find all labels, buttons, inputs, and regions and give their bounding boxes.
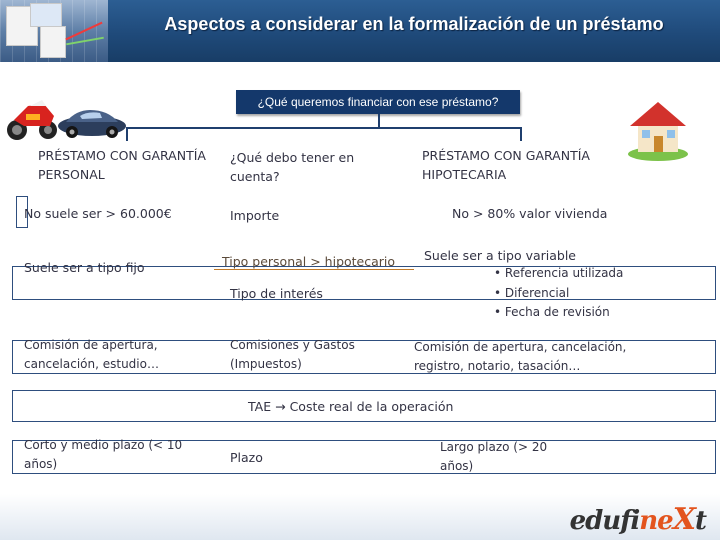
right-column-title: PRÉSTAMO CON GARANTÍA HIPOTECARIA — [422, 148, 590, 182]
header-bar — [0, 0, 720, 62]
motorcycle-image — [4, 96, 60, 142]
importe-left-text: No suele ser > 60.000€ — [24, 206, 172, 221]
tree-connector-bar — [126, 127, 522, 129]
tipo-left-text: Suele ser a tipo fijo — [24, 260, 145, 275]
page-title: Aspectos a considerar en la formalización de un préstamo — [164, 14, 664, 34]
tree-connector-stem — [378, 114, 380, 128]
plazo-middle-label: Plazo — [230, 450, 263, 465]
plazo-left-text: Corto y medio plazo (< 10 años) — [24, 438, 183, 471]
question-box: ¿Qué queremos financiar con ese préstamo? — [236, 90, 520, 114]
comisiones-right-text: Comisión de apertura, cancelación, registro, notario, tasación… — [414, 340, 627, 373]
tae-text: TAE → Coste real de la operación — [248, 399, 454, 414]
tree-connector-right — [520, 127, 522, 141]
tipo-right-head: Suele ser a tipo variable — [424, 248, 576, 263]
tipo-right-bullets — [494, 264, 623, 323]
bullet-item: • Diferencial — [494, 285, 570, 300]
importe-right-text: No > 80% valor vivienda — [452, 206, 608, 221]
left-column-title: PRÉSTAMO CON GARANTÍA PERSONAL — [38, 148, 206, 182]
car-image — [56, 102, 128, 140]
edufinext-logo: edufineXt — [569, 502, 706, 537]
arrow-right-icon: → — [275, 399, 286, 414]
importe-middle-label: Importe — [230, 208, 280, 223]
tipo-middle-underline — [214, 269, 414, 270]
header-thumbnail-image — [0, 0, 108, 62]
comisiones-left-text: Comisión de apertura, cancelación, estudio… — [24, 338, 159, 371]
middle-column-title: ¿Qué debo tener en cuenta? — [230, 150, 355, 184]
house-image — [624, 96, 692, 164]
tipo-middle-label: Tipo de interés — [230, 286, 323, 301]
bullet-item: • Fecha de revisión — [494, 305, 610, 319]
tipo-middle-note: Tipo personal > hipotecario — [222, 254, 396, 269]
plazo-right-text: Largo plazo (> 20 años) — [440, 440, 548, 473]
bullet-item: • Referencia utilizada — [494, 266, 624, 280]
comisiones-middle-label: Comisiones y Gastos (Impuestos) — [230, 338, 355, 371]
